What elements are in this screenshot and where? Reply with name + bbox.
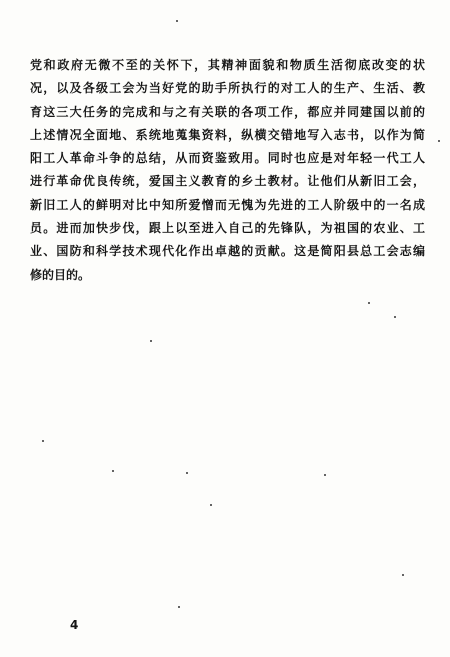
scan-speck [324,474,326,476]
text-line-1: 党和政府无微不至的关怀下，其精神面貌和物质生活彻底改变的状 [30,58,425,72]
scan-speck [438,140,440,142]
body-text [30,58,425,291]
scan-speck [210,504,212,506]
scan-speck [150,340,152,342]
text-line-6: 进行革命优良传统，爱国主义教育的乡土教材。让他们从新旧工会， [30,174,425,189]
text-line-10: 修的目的。 [30,267,91,282]
scan-speck [178,606,180,608]
page-number: 4 [70,618,79,632]
scan-speck [42,440,44,442]
text-line-3: 育这三大任务的完成和与之有关联的各项工作，都应并同建国以前的 [30,104,425,119]
scan-speck [186,472,188,474]
text-line-5: 阳工人革命斗争的总结，从而资鉴致用。同时也应是对年轻一代工人 [30,151,425,166]
text-line-9: 业、国防和科学技术现代化作出卓越的贡献。这是简阳县总工会志编 [30,244,425,259]
scan-speck [112,470,114,472]
text-line-2: 况，以及各级工会为当好党的助手所执行的对工人的生产、生活、教 [30,81,425,96]
scan-speck [394,316,396,318]
scan-speck [176,20,178,22]
scan-speck [368,302,370,304]
text-line-4: 上述情况全面地、系统地蒐集资料，纵横交错地写入志书，以作为简 [30,127,425,142]
text-line-7: 新旧工人的鲜明对比中知所爱憎而无愧为先进的工人阶级中的一名成 [30,197,425,212]
text-line-8: 员。进而加快步伐，跟上以至进入自己的先锋队，为祖国的农业、工 [30,221,425,236]
scan-speck [402,574,404,576]
